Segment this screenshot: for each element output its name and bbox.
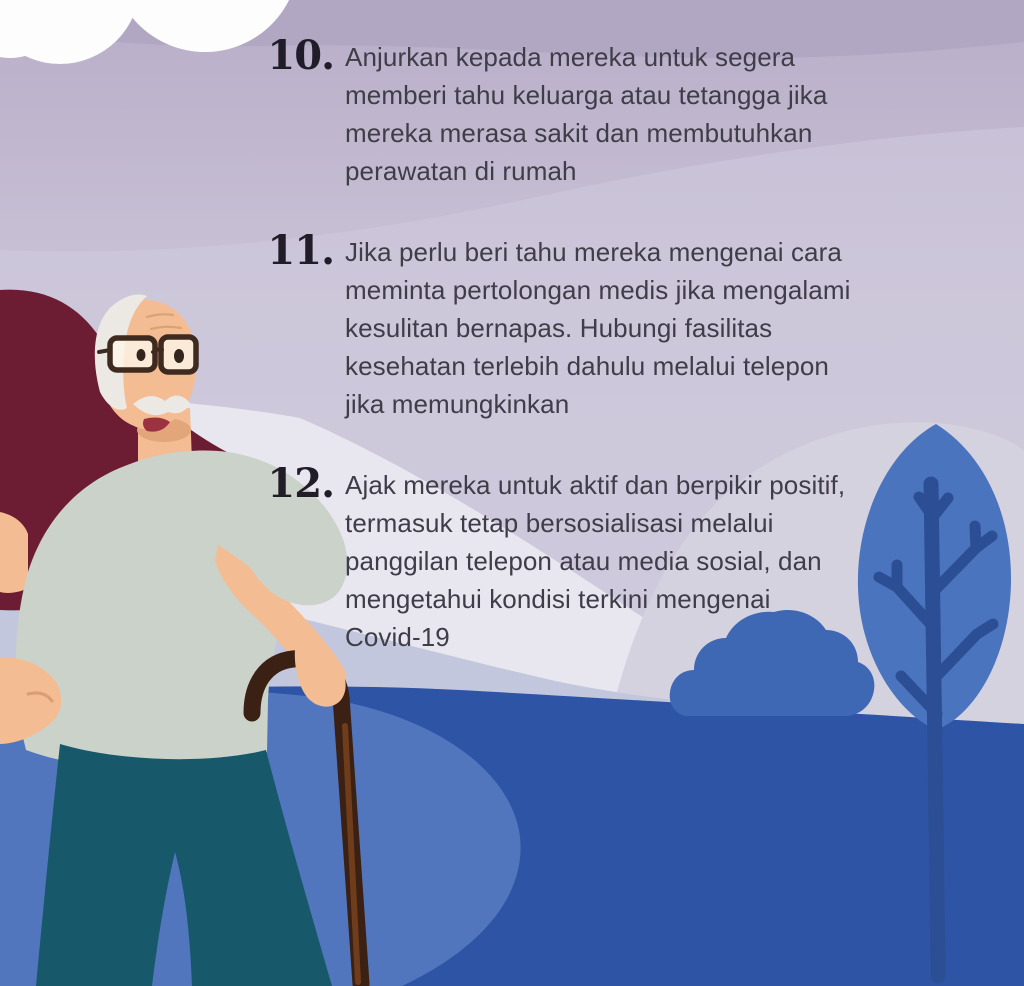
item-text: Anjurkan kepada mereka untuk segera memberi tahu keluarga atau tetangga jika mereka merasa sakit dan membutuhkan perawatan di rumah <box>345 42 828 186</box>
right-eye <box>174 349 184 363</box>
item-number: 11. <box>267 227 334 274</box>
item-text: Ajak mereka untuk aktif dan berpikir positif, termasuk tetap bersosialisasi melalui panggilan telepon atau media sosial, dan mengetahui kondisi terkini mengenai Covid-19 <box>345 470 846 652</box>
left-eye <box>137 349 146 361</box>
list-item <box>252 32 828 190</box>
list-item <box>252 227 851 423</box>
advice-list <box>252 32 851 697</box>
item-text: Jika perlu beri tahu mereka mengenai cara meminta pertolongan medis jika mengalami kesulitan bernapas. Hubungi fasilitas kesehatan terlebih dahulu melalui telepon jika memungkinkan <box>345 237 851 419</box>
item-number: 12. <box>267 460 334 507</box>
item-number: 10. <box>267 32 334 79</box>
list-item <box>252 460 846 656</box>
